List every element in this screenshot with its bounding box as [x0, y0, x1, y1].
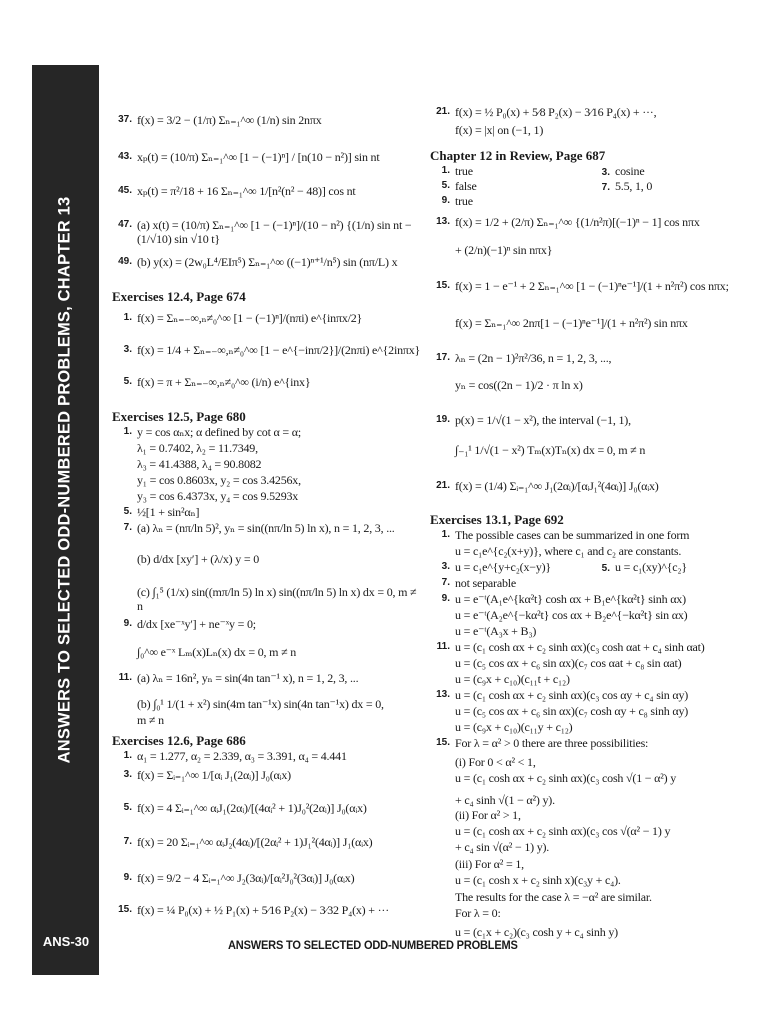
answer-line [112, 521, 424, 535]
answer-line [430, 351, 760, 365]
problem-number: 15. [436, 737, 450, 748]
problem-number: 37. [118, 114, 132, 125]
problem-number: 9. [123, 618, 132, 629]
answer-line [430, 720, 760, 734]
problem-number: 15. [118, 904, 132, 915]
answer-line [430, 873, 760, 887]
answer-text: f(x) = 9/2 − 4 Σᵢ₌₁^∞ J₂(3αᵢ)/[αᵢ²J₀²(3αᵢ)] J₀(αᵢx) [137, 871, 355, 885]
answer-text: u = e⁻ᵗ(A₃x + B₃) [455, 624, 537, 638]
answer-text: y₁ = cos 0.8603x, y₂ = cos 3.4256x, [137, 473, 301, 487]
problem-number: 9. [441, 593, 450, 604]
answer-line [430, 672, 760, 686]
answer-text: xₚ(t) = π²/18 + 16 Σₙ₌₁^∞ 1/[n²(n² − 48)] cos nt [137, 184, 356, 198]
answer-line [430, 528, 760, 542]
answer-text: ∫₀^∞ e⁻ˣ Lₘ(x)Lₙ(x) dx = 0, m ≠ n [137, 645, 297, 659]
problem-number: 13. [436, 689, 450, 700]
answer-text: f(x) = Σₙ₌₁^∞ 2nπ[1 − (−1)ⁿe⁻¹]/(1 + n²π²) sin nπx [455, 316, 688, 330]
answer-line [112, 113, 424, 127]
answer-text: u = e⁻ᵗ(A₂e^{−kα²t} cos αx + B₂e^{−kα²t} sin αx) [455, 608, 688, 622]
answer-line [430, 592, 760, 606]
answer-text: 5.5, 1, 0 [615, 179, 653, 193]
answer-line [430, 793, 760, 807]
answer-line [112, 768, 424, 782]
problem-number: 3. [601, 167, 610, 178]
answer-text: f(x) = 1/2 + (2/π) Σₙ₌₁^∞ {(1/n²π)[(−1)ⁿ − 1] cos nπx [455, 215, 700, 229]
problem-number: 15. [436, 280, 450, 291]
problem-number: 49. [118, 256, 132, 267]
answer-text: (iii) For α² = 1, [455, 857, 524, 871]
answer-text: yₙ = cos((2n − 1)/2 · π ln x) [455, 378, 583, 392]
answer-line [430, 840, 760, 854]
answer-text: f(x) = 20 Σᵢ₌₁^∞ αᵢJ₂(4αᵢ)/[(2αᵢ² + 1)J₁²(4αᵢ)] J₁(αᵢx) [137, 835, 373, 849]
answer-line [430, 736, 760, 750]
problem-number: 5. [123, 802, 132, 813]
answer-text: For λ = α² > 0 there are three possibilities: [455, 736, 649, 750]
answer-text: cosine [615, 164, 645, 178]
answer-line [112, 552, 424, 566]
answer-line [112, 218, 424, 246]
answer-second-column [590, 164, 644, 180]
answer-line [430, 479, 760, 493]
answer-line [112, 801, 424, 815]
problem-number: 13. [436, 216, 450, 227]
answer-line [112, 645, 424, 659]
answer-text: The possible cases can be summarized in one form [455, 528, 690, 542]
answer-line [112, 835, 424, 849]
answer-text: y₃ = cos 6.4373x, y₄ = cos 9.5293x [137, 489, 299, 503]
answer-text: (ii) For α² > 1, [455, 808, 521, 822]
answer-text: u = (c₁x + c₂)(c₃ cosh y + c₄ sinh y) [455, 925, 618, 939]
answer-line [430, 890, 760, 904]
answer-line [112, 697, 424, 711]
answer-text: (b) ∫₀¹ 1/(1 + x²) sin(4m tan⁻¹x) sin(4n tan⁻¹x) dx = 0, [137, 697, 384, 711]
problem-number: 11. [436, 641, 450, 652]
answer-line [430, 215, 760, 229]
answer-text: + c₄ sinh √(1 − α²) y). [455, 793, 555, 807]
answer-second-column [590, 560, 687, 576]
answer-text: (c) ∫₁⁵ (1/x) sin((mπ/ln 5) ln x) sin((nπ/ln 5) ln x) dx = 0, m ≠ n [137, 585, 417, 613]
answer-line [430, 925, 760, 939]
answer-text: f(x) = ½ P₀(x) + 5⁄8 P₂(x) − 3⁄16 P₄(x) + ···, [455, 105, 657, 119]
answer-line [430, 640, 760, 654]
answer-text: false [455, 179, 477, 193]
problem-number: 3. [123, 769, 132, 780]
answer-text: m ≠ n [137, 713, 164, 727]
answer-text: λ₃ = 41.4388, λ₄ = 90.8082 [137, 457, 262, 471]
answer-line [430, 824, 760, 838]
answer-text: f(x) = 1 − e⁻¹ + 2 Σₙ₌₁^∞ [1 − (−1)ⁿe⁻¹]/(1 + n²π²) cos nπx; [455, 279, 729, 293]
answer-text: For λ = 0: [455, 906, 501, 920]
answer-text: d/dx [xe⁻ˣy′] + ne⁻ˣy = 0; [137, 617, 256, 631]
answer-text: xₚ(t) = (10/π) Σₙ₌₁^∞ [1 − (−1)ⁿ] / [n(10 − n²)] sin nt [137, 150, 380, 164]
answer-text: u = c₁(xy)^{c₂} [615, 560, 687, 574]
answer-line [112, 425, 424, 439]
problem-number: 19. [436, 414, 450, 425]
problem-number: 1. [441, 165, 450, 176]
answer-line [430, 194, 760, 208]
answer-text: λₙ = (2n − 1)²π²/36, n = 1, 2, 3, ..., [455, 351, 612, 365]
answer-line [430, 688, 760, 702]
answer-line [112, 749, 424, 763]
answer-text: y = cos αₙx; α defined by cot α = α; [137, 425, 301, 439]
problem-number: 7. [441, 577, 450, 588]
running-footer-title: ANSWERS TO SELECTED ODD-NUMBERED PROBLEMS [228, 938, 518, 952]
answer-line [430, 576, 760, 590]
answer-line [430, 179, 760, 193]
answer-line [112, 505, 424, 519]
answer-text: f(x) = 1/4 + Σₙ₌₋∞,ₙ≠₀^∞ [1 − e^{−inπ/2}]/(2nπi) e^{2inπx} [137, 343, 421, 357]
answer-text: u = c₁e^{c₂(x+y)}, where c₁ and c₂ are constants. [455, 544, 682, 558]
answer-line [430, 243, 760, 257]
answer-text: true [455, 164, 473, 178]
answer-line [430, 544, 760, 558]
problem-number: 9. [441, 195, 450, 206]
answer-second-column [590, 179, 652, 195]
answer-line [430, 560, 760, 574]
answer-line [112, 311, 424, 325]
answer-text: + c₄ sin √(α² − 1) y). [455, 840, 550, 854]
answer-line [112, 343, 424, 357]
answer-line [430, 608, 760, 622]
answer-line [112, 441, 424, 455]
answer-line [430, 105, 760, 119]
answer-line [112, 903, 424, 917]
problem-number: 3. [123, 344, 132, 355]
problem-number: 3. [441, 561, 450, 572]
answer-text: true [455, 194, 473, 208]
answer-line [430, 771, 760, 785]
problem-number: 9. [123, 872, 132, 883]
answer-line [430, 808, 760, 822]
answer-line [430, 413, 760, 427]
problem-number: 7. [123, 836, 132, 847]
answer-text: f(x) = 3/2 − (1/π) Σₙ₌₁^∞ (1/n) sin 2nπx [137, 113, 322, 127]
answer-text: u = (c₁ cosh αx + c₂ sinh αx)(c₃ cosh αat + c₄ sinh αat) [455, 640, 705, 654]
answer-text: u = (c₉x + c₁₀)(c₁₁y + c₁₂) [455, 720, 573, 734]
answer-text: f(x) = 4 Σᵢ₌₁^∞ αᵢJ₁(2αᵢ)/[(4αᵢ² + 1)J₀²(2αᵢ)] J₀(αᵢx) [137, 801, 367, 815]
answer-line [430, 378, 760, 392]
answer-text: u = (c₅ cos αx + c₆ sin αx)(c₇ cos αat + c₈ sin αat) [455, 656, 682, 670]
problem-number: 45. [118, 185, 132, 196]
answer-text: λ₁ = 0.7402, λ₂ = 11.7349, [137, 441, 258, 455]
answer-line [112, 489, 424, 503]
problem-number: 7. [123, 522, 132, 533]
answer-text: (a) λₙ = (nπ/ln 5)², yₙ = sin((nπ/ln 5) ln x), n = 1, 2, 3, ... [137, 521, 395, 535]
problem-number: 21. [436, 106, 450, 117]
problem-number: 47. [118, 219, 132, 230]
answer-text: not separable [455, 576, 517, 590]
answer-text: f(x) = |x| on (−1, 1) [455, 123, 544, 137]
answer-text: u = (c₁ cosh αx + c₂ sinh αx)(c₃ cosh √(1 − α²) y [455, 771, 677, 785]
answer-text: The results for the case λ = −α² are similar. [455, 890, 652, 904]
section-heading: Exercises 13.1, Page 692 [430, 512, 564, 527]
answer-text: u = (c₁ cosh x + c₂ sinh x)(c₃y + c₄). [455, 873, 621, 887]
answer-line [430, 656, 760, 670]
answer-text: + (2/n)(−1)ⁿ sin nπx} [455, 243, 553, 257]
answer-text: (i) For 0 < α² < 1, [455, 755, 536, 769]
answer-text: f(x) = Σₙ₌₋∞,ₙ≠₀^∞ [1 − (−1)ⁿ]/(nπi) e^{inπx/2} [137, 311, 363, 325]
problem-number: 11. [118, 672, 132, 683]
answer-text: f(x) = ¼ P₀(x) + ½ P₁(x) + 5⁄16 P₂(x) − 3⁄32 P₄(x) + ··· [137, 903, 390, 917]
answer-text: (a) λₙ = 16n², yₙ = sin(4n tan⁻¹ x), n = 1, 2, 3, ... [137, 671, 359, 685]
sidebar-chapter-title: ANSWERS TO SELECTED ODD-NUMBERED PROBLEMS, CHAPTER 13 [55, 196, 74, 764]
section-heading: Exercises 12.6, Page 686 [112, 733, 246, 748]
answer-line [112, 585, 424, 613]
answer-line [112, 473, 424, 487]
problem-number: 1. [123, 312, 132, 323]
answer-text: f(x) = (1/4) Σᵢ₌₁^∞ J₁(2αᵢ)/[αᵢJ₁²(4αᵢ)] J₀(αᵢx) [455, 479, 659, 493]
answer-text: p(x) = 1/√(1 − x²), the interval (−1, 1), [455, 413, 631, 427]
problem-number: 7. [601, 182, 610, 193]
answer-line [112, 671, 424, 685]
answer-line [112, 184, 424, 198]
answer-line [112, 871, 424, 885]
answer-line [430, 755, 760, 769]
answer-line [112, 375, 424, 389]
problem-number: 1. [123, 426, 132, 437]
answer-line [430, 704, 760, 718]
section-heading: Exercises 12.4, Page 674 [112, 289, 246, 304]
answer-line [430, 279, 760, 293]
problem-number: 5. [441, 180, 450, 191]
answer-text: ∫₋₁¹ 1/√(1 − x²) Tₘ(x)Tₙ(x) dx = 0, m ≠ n [455, 443, 646, 457]
answer-line [430, 443, 760, 457]
section-heading: Chapter 12 in Review, Page 687 [430, 148, 606, 163]
answer-text: u = c₁e^{y+c₂(x−y)} [455, 560, 551, 574]
answer-text: u = e⁻ᵗ(A₁e^{kα²t} cosh αx + B₁e^{kα²t} sinh αx) [455, 592, 686, 606]
page-number: ANS-30 [42, 934, 90, 949]
problem-number: 1. [123, 750, 132, 761]
answer-text: u = (c₁ cosh αx + c₂ sinh αx)(c₃ cos √(α² − 1) y [455, 824, 671, 838]
answer-text: (b) y(x) = (2w₀L⁴/EIπ⁵) Σₙ₌₁^∞ ((−1)ⁿ⁺¹/n⁵) sin (nπ/L) x [137, 255, 398, 269]
problem-number: 17. [436, 352, 450, 363]
answer-line [430, 906, 760, 920]
answer-text: f(x) = Σᵢ₌₁^∞ 1/[αᵢ J₁(2αᵢ)] J₀(αᵢx) [137, 768, 291, 782]
section-heading: Exercises 12.5, Page 680 [112, 409, 246, 424]
answer-line [430, 316, 760, 330]
answer-text: (a) x(t) = (10/π) Σₙ₌₁^∞ [1 − (−1)ⁿ]/(10 − n²) {(1/n) sin nt − (1/√10) sin √10 t} [137, 218, 412, 246]
answer-line [430, 857, 760, 871]
answer-line [430, 624, 760, 638]
answer-line [112, 617, 424, 631]
answer-text: ½[1 + sin²αₙ] [137, 505, 200, 519]
problem-number: 5. [123, 376, 132, 387]
answer-line [430, 164, 760, 178]
answer-text: α₁ = 1.277, α₂ = 2.339, α₃ = 3.391, α₄ = 4.441 [137, 749, 347, 763]
answer-text: f(x) = π + Σₙ₌₋∞,ₙ≠₀^∞ (i/n) e^{inx} [137, 375, 311, 389]
problem-number: 5. [601, 563, 610, 574]
answer-text: u = (c₁ cosh αx + c₂ sinh αx)(c₃ cos αy + c₄ sin αy) [455, 688, 689, 702]
problem-number: 5. [123, 506, 132, 517]
problem-number: 43. [118, 151, 132, 162]
answer-line [112, 457, 424, 471]
answer-text: (b) d/dx [xy′] + (λ/x) y = 0 [137, 552, 260, 566]
answer-line [112, 713, 424, 727]
answer-text: u = (c₅ cos αx + c₆ sin αx)(c₇ cosh αy + c₈ sinh αy) [455, 704, 689, 718]
problem-number: 21. [436, 480, 450, 491]
answer-line [430, 123, 760, 137]
answer-line [112, 150, 424, 164]
answer-text: u = (c₉x + c₁₀)(c₁₁t + c₁₂) [455, 672, 570, 686]
problem-number: 1. [441, 529, 450, 540]
answer-line [112, 255, 424, 269]
